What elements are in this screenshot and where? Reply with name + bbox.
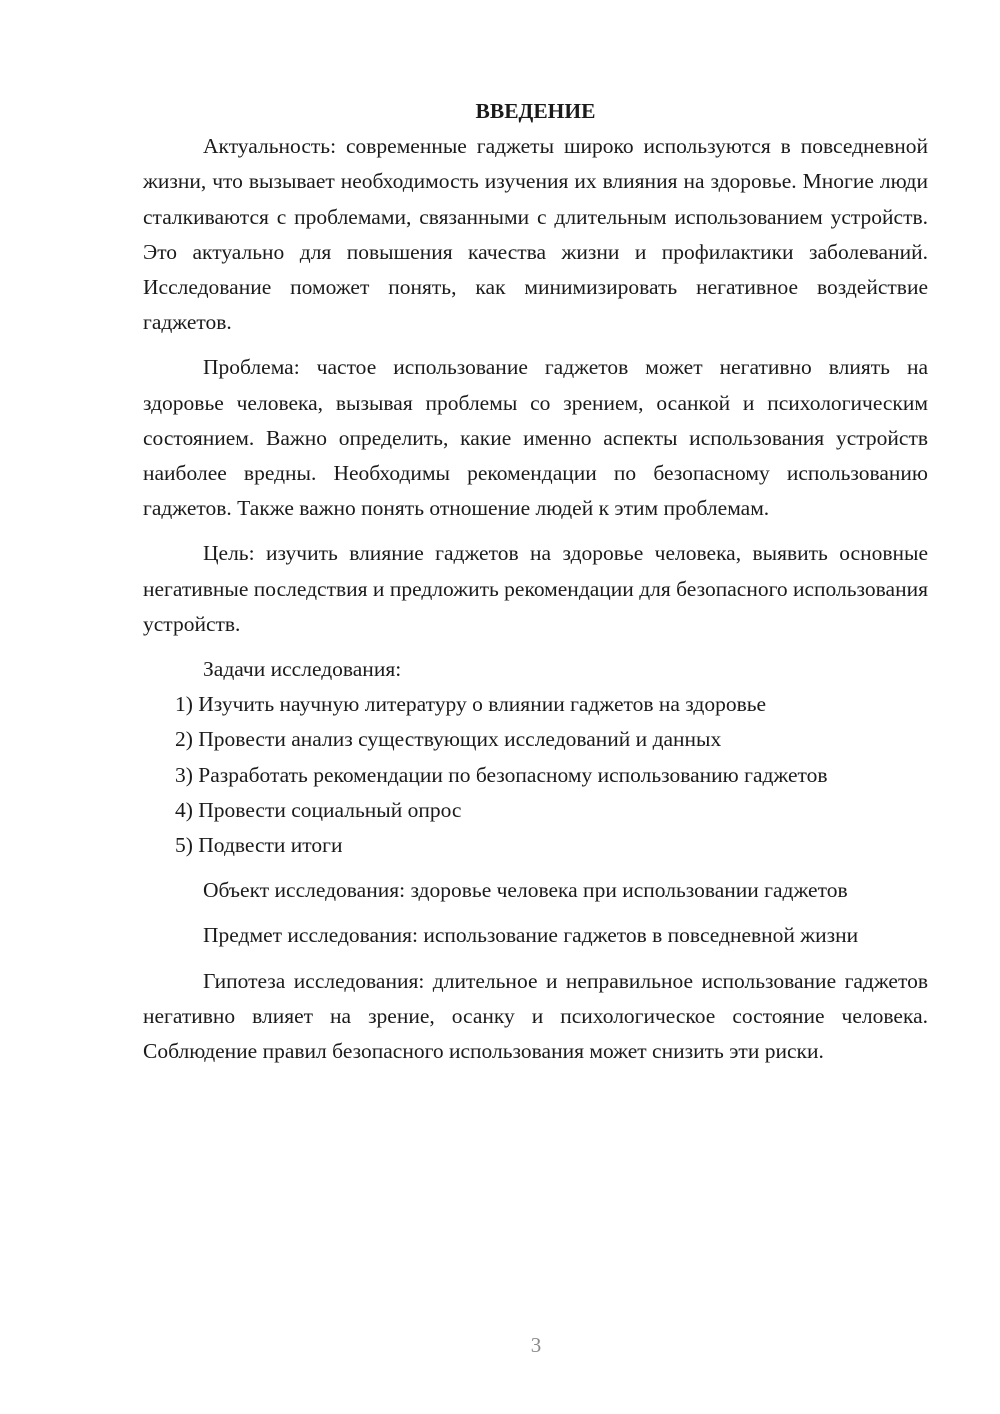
subject-paragraph: Предмет исследования: использование гаджетов в повседневной жизни: [203, 923, 859, 948]
page-content: [143, 94, 928, 1069]
relevance-paragraph: Актуальность: современные гаджеты широко используются в повседневной жизни, что вызывает необходимость изучения их влияния на здоровье. Многие люди сталкиваются с проблемами, связанными с длительным использованием устройств. Это актуально для повышения качества жизни и профилактики заболеваний. Исследование поможет понять, как минимизировать негативное воздействие гаджетов.: [143, 134, 928, 335]
task-item-1: 1) Изучить научную литературу о влиянии гаджетов на здоровье: [175, 692, 767, 717]
task-item-3: 3) Разработать рекомендации по безопасному использованию гаджетов: [175, 762, 828, 787]
section-title: ВВЕДЕНИЕ: [475, 99, 596, 123]
object-paragraph: Объект исследования: здоровье человека при использовании гаджетов: [203, 878, 848, 903]
task-item-5: 5) Подвести итоги: [175, 833, 343, 858]
task-item-2: 2) Провести анализ существующих исследований и данных: [175, 727, 722, 752]
problem-paragraph: Проблема: частое использование гаджетов может негативно влиять на здоровье человека, вызывая проблемы со зрением, осанкой и психологическим состоянием. Важно определить, какие именно аспекты использования устройств наиболее вредны. Необходимы рекомендации по безопасному использованию гаджетов. Также важно понять отношение людей к этим проблемам.: [143, 355, 928, 521]
goal-paragraph: Цель: изучить влияние гаджетов на здоровье человека, выявить основные негативные последствия и предложить рекомендации для безопасного использования устройств.: [143, 541, 928, 636]
tasks-heading: Задачи исследования:: [203, 657, 402, 682]
page-number: 3: [530, 1333, 542, 1357]
task-item-4: 4) Провести социальный опрос: [175, 797, 462, 822]
hypothesis-paragraph: Гипотеза исследования: длительное и неправильное использование гаджетов негативно влияет на зрение, осанку и психологическое состояние человека. Соблюдение правил безопасного использования может снизить эти риски.: [143, 968, 928, 1064]
